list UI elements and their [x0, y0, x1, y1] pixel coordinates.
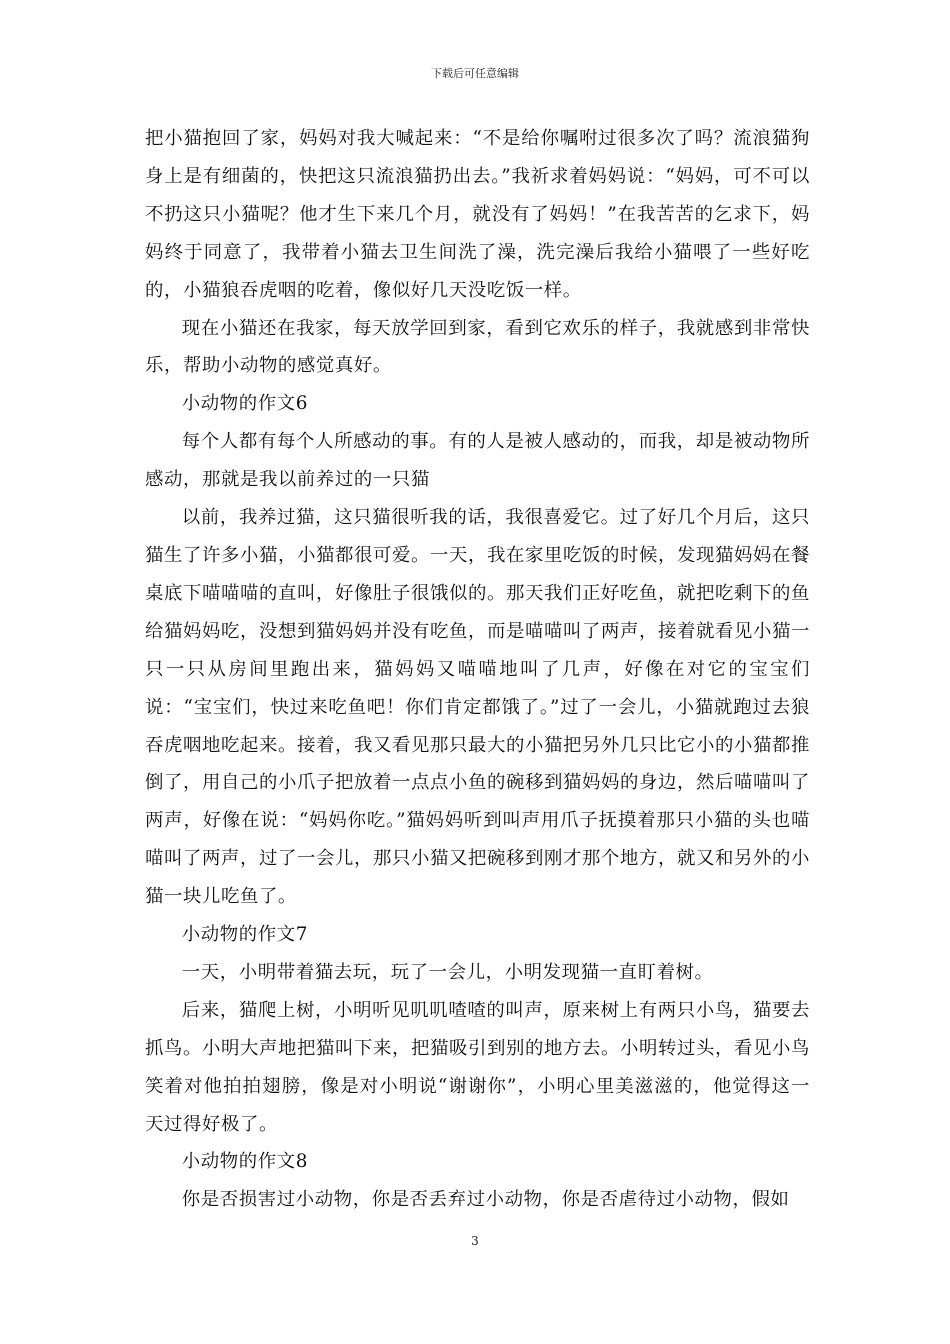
paragraph-3: 每个人都有每个人所感动的事。有的人是被人感动的，而我，却是被动物所感动，那就是我以前养过的一只猫 [145, 431, 810, 491]
paragraph-4: 以前，我养过猫，这只猫很听我的话，我很喜爱它。过了好几个月后，这只猫生了许多小猫，小猫都很可爱。一天，我在家里吃饭的时候，发现猫妈妈在餐桌底下喵喵喵的直叫，好像肚子很饿似的。那天我们正好吃鱼，就把吃剩下的鱼给猫妈妈吃，没想到猫妈妈并没有吃鱼，而是喵喵叫了两声，接着就看见小猫一只一只从房间里跑出来，猫妈妈又喵喵地叫了几声，好像在对它的宝宝们说：“宝宝们，快过来吃鱼吧！你们肯定都饿了。”过了一会儿，小猫就跑过去狼吞虎咽地吃起来。接着，我又看见那只最大的小猫把另外几只比它小的小猫都推倒了，用自己的小爪子把放着一点点小鱼的碗移到猫妈妈的身边，然后喵喵叫了两声，好像在说：“妈妈你吃。”猫妈妈听到叫声用爪子抚摸着那只小猫的头也喵喵叫了两声，过了一会儿，那只小猫又把碗移到刚才那个地方，就又和另外的小猫一块儿吃鱼了。 [145, 507, 810, 908]
document-body [145, 120, 810, 1219]
section-heading-6: 小动物的作文6 [181, 393, 309, 415]
paragraph-7: 你是否损害过小动物，你是否丢弃过小动物，你是否虐待过小动物，假如 [181, 1189, 790, 1211]
section-heading-8: 小动物的作文8 [181, 1151, 309, 1173]
section-heading-7: 小动物的作文7 [181, 924, 309, 946]
paragraph-5: 一天，小明带着猫去玩，玩了一会儿，小明发现猫一直盯着树。 [181, 961, 714, 983]
paragraph-2: 现在小猫还在我家，每天放学回到家，看到它欢乐的样子，我就感到非常快乐，帮助小动物的感觉真好。 [145, 317, 810, 377]
paragraph-6: 后来，猫爬上树，小明听见叽叽喳喳的叫声，原来树上有两只小鸟，猫要去抓鸟。小明大声地把猫叫下来，把猫吸引到别的地方去。小明转过头，看见小鸟笑着对他拍拍翅膀，像是对小明说“谢谢你”，小明心里美滋滋的，他觉得这一天过得好极了。 [145, 999, 810, 1135]
page-number: 3 [471, 1234, 479, 1248]
page-header: 下载后可任意编辑 [431, 67, 519, 80]
paragraph-1: 把小猫抱回了家，妈妈对我大喊起来：“不是给你嘱咐过很多次了吗？流浪猫狗身上是有细菌的，快把这只流浪猫扔出去。”我祈求着妈妈说：“妈妈，可不可以不扔这只小猫呢？他才生下来几个月，就没有了妈妈！”在我苦苦的乞求下，妈妈终于同意了，我带着小猫去卫生间洗了澡，洗完澡后我给小猫喂了一些好吃的，小猫狼吞虎咽的吃着，像似好几天没吃饭一样。 [145, 128, 810, 301]
